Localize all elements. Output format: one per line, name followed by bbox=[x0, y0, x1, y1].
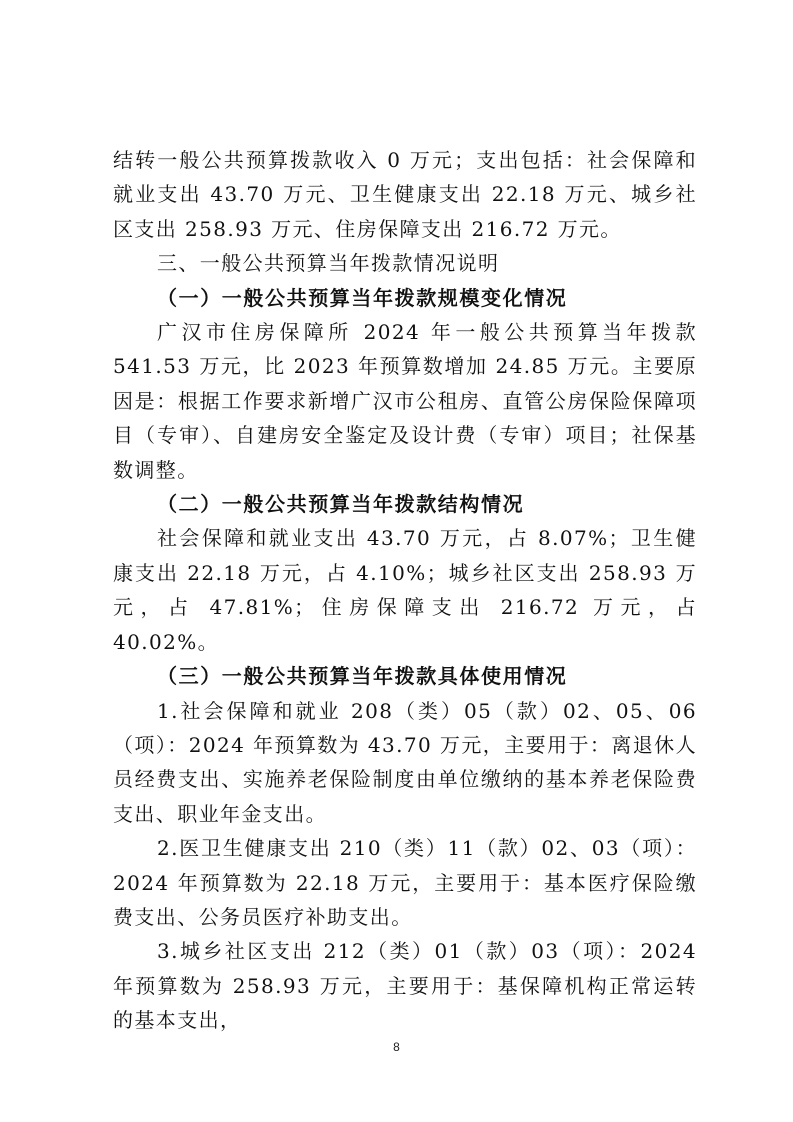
page-number: 8 bbox=[393, 1040, 400, 1054]
subheading-structure: （二）一般公共预算当年拨款结构情况 bbox=[157, 492, 525, 517]
document-body bbox=[113, 143, 697, 1038]
paragraph-scale-change: 广汉市住房保障所 2024 年一般公共预算当年拨款 541.53 万元，比 2023 年预算数增加 24.85 万元。主要原因是：根据工作要求新增广汉市公租房、直管公房保险保障项目（专审）、自建房安全鉴定及设计费（专审）项目；社保基数调整。 bbox=[113, 320, 697, 482]
subheading-scale-change: （一）一般公共预算当年拨款规模变化情况 bbox=[157, 285, 568, 310]
paragraph-expenditure-summary: 结转一般公共预算拨款收入 0 万元；支出包括：社会保障和就业支出 43.70 万元、卫生健康支出 22.18 万元、城乡社区支出 258.93 万元、住房保障支出 216.72 万元。 bbox=[113, 148, 697, 241]
section-heading-current-year-appropriation: 三、一般公共预算当年拨款情况说明 bbox=[157, 251, 500, 276]
paragraph-structure: 社会保障和就业支出 43.70 万元，占 8.07%；卫生健康支出 22.18 万元，占 4.10%；城乡社区支出 258.93 万元，占 47.81%；住房保障支出 216.72 万元，占 40.02%。 bbox=[113, 526, 697, 654]
paragraph-social-security: 1.社会保障和就业 208（类）05（款）02、05、06（项）：2024 年预算数为 43.70 万元，主要用于：离退休人员经费支出、实施养老保险制度由单位缴纳的基本养老保险费支出、职业年金支出。 bbox=[113, 698, 697, 826]
paragraph-urban-rural: 3.城乡社区支出 212（类）01（款）03（项）：2024 年预算数为 258.93 万元，主要用于：基保障机构正常运转的基本支出， bbox=[113, 939, 697, 1033]
paragraph-health: 2.医卫生健康支出 210（类）11（款）02、03（项）：2024 年预算数为 22.18 万元，主要用于：基本医疗保险缴费支出、公务员医疗补助支出。 bbox=[113, 836, 697, 929]
subheading-specific-usage: （三）一般公共预算当年拨款具体使用情况 bbox=[157, 664, 568, 689]
